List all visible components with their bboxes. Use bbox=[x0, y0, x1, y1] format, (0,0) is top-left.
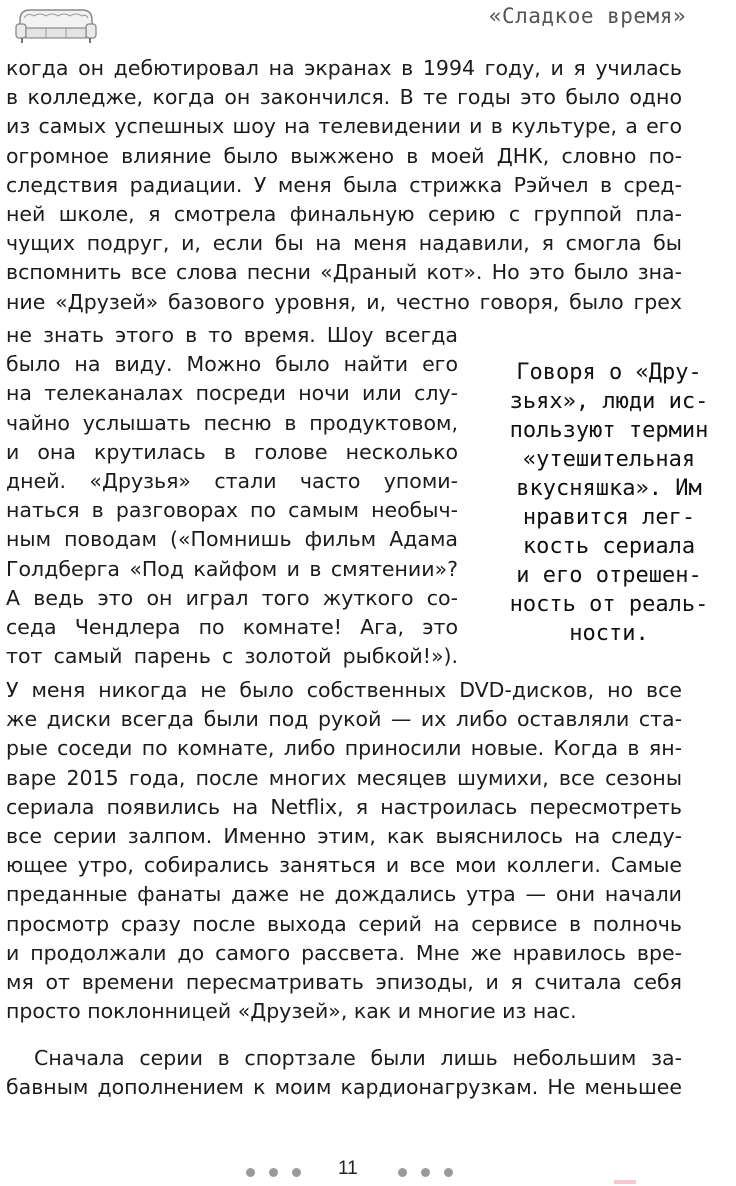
text-line: ней школе, я смотрела финальную серию с группой пла- bbox=[6, 201, 682, 226]
paragraph-block-2 bbox=[6, 321, 458, 671]
dot-icon bbox=[421, 1168, 430, 1177]
footer-dots-right bbox=[398, 1168, 453, 1177]
text-line: из самых успешных шоу на телевидении и в культуре, а его bbox=[6, 114, 682, 139]
dot-icon bbox=[292, 1168, 301, 1177]
dot-icon bbox=[246, 1168, 255, 1177]
text-line: Голдберга «Под кайфом и в смятении»? bbox=[6, 556, 458, 581]
text-line: же диски всегда были под рукой — их либо оставляли ста- bbox=[6, 707, 682, 732]
quote-line: и его отрешен- bbox=[516, 563, 702, 588]
quote-line: пользуют термин bbox=[509, 418, 709, 443]
text-line: ным поводам («Помнишь фильм Адама bbox=[6, 527, 458, 552]
paragraph-block-4 bbox=[6, 1044, 682, 1102]
text-line: чущих подруг, и, если бы на меня надавили, я смогла бы bbox=[6, 231, 682, 256]
text-line: и продолжали до самого рассвета. Мне же нравилось вре- bbox=[6, 940, 682, 965]
text-line: на телеканалах посреди ночи или слу- bbox=[6, 381, 458, 406]
dot-icon bbox=[269, 1168, 278, 1177]
text-line: чайно услышать песню в продуктовом, bbox=[6, 410, 458, 435]
footer-dots-left bbox=[246, 1168, 301, 1177]
text-line: сериала появились на Netflix, я настроилась пересмотреть bbox=[6, 794, 682, 819]
text-line: огромное влияние было выжжено в моей ДНК, словно по- bbox=[6, 143, 682, 168]
text-line: седа Чендлера по комнате! Ага, это bbox=[6, 614, 458, 639]
quote-line: «утешительная bbox=[522, 447, 696, 472]
quote-line: кость сериала bbox=[522, 534, 696, 559]
dot-icon bbox=[398, 1168, 407, 1177]
text-line: А ведь это он играл того жуткого со- bbox=[6, 585, 458, 610]
text-line: преданные фанаты даже не дождались утра — они начали bbox=[6, 882, 682, 907]
page-number: 11 bbox=[338, 1158, 358, 1179]
quote-line: ности. bbox=[569, 621, 649, 646]
quote-line: Говоря о «Дру- bbox=[516, 360, 702, 385]
text-line: было на виду. Можно было найти его bbox=[6, 352, 458, 377]
paragraph-block-1 bbox=[6, 54, 682, 317]
text-line: просмотр сразу после выхода серий на сервисе в полночь bbox=[6, 911, 682, 936]
text-line: рые соседи по комнате, либо приносили новые. Когда в ян- bbox=[6, 736, 682, 761]
text-line: ние «Друзей» базового уровня, и, честно говоря, было грех bbox=[6, 289, 682, 314]
quote-line: нравится лег- bbox=[522, 505, 696, 530]
text-line: мя от времени пересматривать эпизоды, и я считала себя bbox=[6, 969, 682, 994]
sofa-logo-icon bbox=[14, 6, 98, 46]
sidebar-quote bbox=[486, 358, 732, 648]
running-title: «Сладкое время» bbox=[488, 4, 686, 28]
text-line: все серии залпом. Именно этим, как выяснилось на следу- bbox=[6, 823, 682, 848]
text-line: когда он дебютировал на экранах в 1994 году, и я училась bbox=[6, 56, 682, 80]
text-line: дней. «Друзья» стали часто упоми- bbox=[6, 468, 458, 493]
text-line: варе 2015 года, после многих месяцев шумихи, все сезоны bbox=[6, 765, 682, 790]
paragraph-block-3 bbox=[6, 676, 682, 1026]
text-line: следствия радиации. У меня была стрижка Рэйчел в сред- bbox=[6, 172, 682, 197]
text-line: в колледже, когда он закончился. В те годы это было одно bbox=[6, 85, 682, 110]
text-line: бавным дополнением к моим кардионагрузкам. Не меньшее bbox=[6, 1075, 682, 1100]
quote-line: вкусняшка». Им bbox=[516, 476, 702, 501]
text-line: вспомнить все слова песни «Драный кот». Но это было зна- bbox=[6, 260, 682, 285]
text-line: У меня никогда не было собственных DVD-дисков, но все bbox=[6, 678, 682, 702]
text-line: тот самый парень с золотой рыбкой!»). bbox=[6, 644, 458, 669]
quote-line: зьях», люди ис- bbox=[509, 389, 709, 414]
quote-line: ность от реаль- bbox=[509, 592, 709, 617]
text-line: Сначала серии в спортзале были лишь небольшим за- bbox=[34, 1046, 682, 1070]
page-edge-mark bbox=[614, 1180, 636, 1184]
text-line: просто поклонницей «Друзей», как и многие из нас. bbox=[6, 999, 577, 1024]
text-line: и она крутилась в голове несколько bbox=[6, 439, 458, 464]
text-line: наться в разговорах по самым необыч- bbox=[6, 498, 458, 523]
dot-icon bbox=[444, 1168, 453, 1177]
text-line: не знать этого в то время. Шоу всегда bbox=[6, 323, 458, 347]
text-line: ющее утро, собирались заняться и все мои коллеги. Самые bbox=[6, 853, 682, 878]
